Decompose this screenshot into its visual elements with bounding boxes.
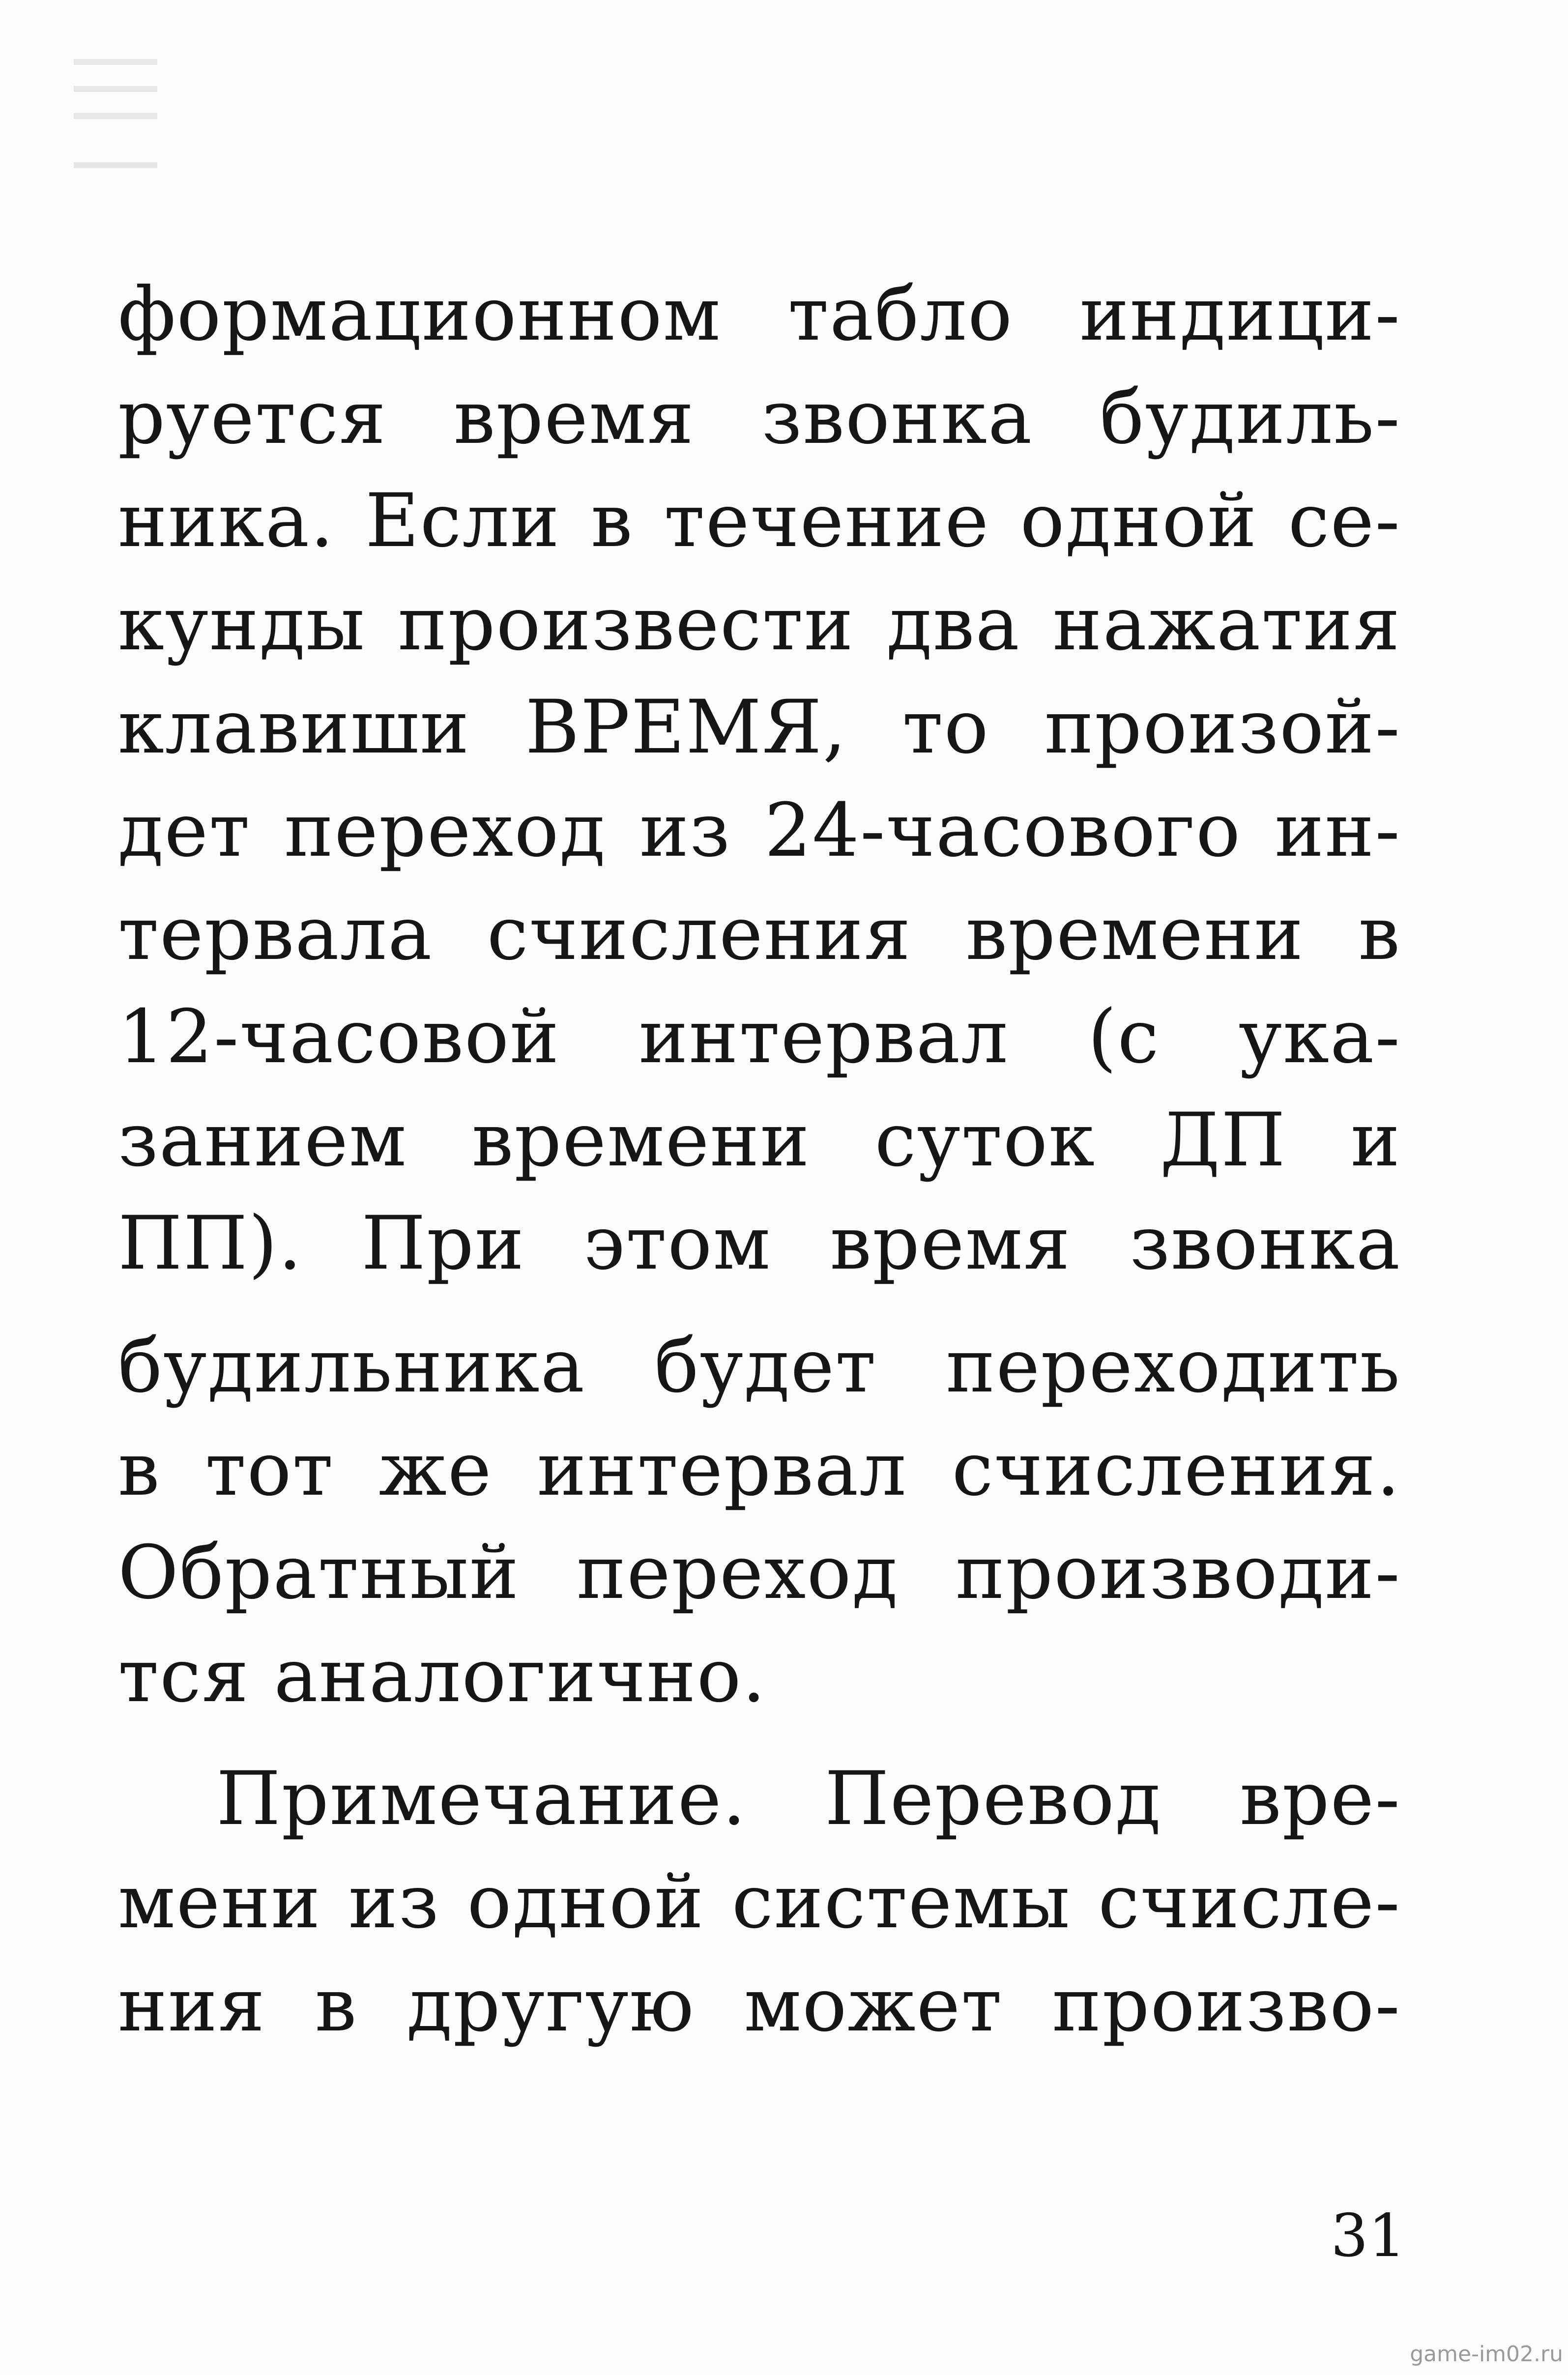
text-line: кунды произвести два нажатия <box>118 581 1401 667</box>
text-line: дет переход из 24-часового ин- <box>118 788 1401 873</box>
scan-artifact <box>74 162 157 168</box>
text-line: в тот же интервал счисления. <box>118 1427 1401 1512</box>
scan-artifact <box>74 86 157 92</box>
text-line: Обратный переход производи- <box>118 1530 1401 1616</box>
text-line: тервала счисления времени в <box>118 891 1401 977</box>
scan-artifact <box>74 59 157 65</box>
text-line: будильника будет переходить <box>118 1324 1401 1409</box>
text-line: клавиши ВРЕМЯ, то произой- <box>118 685 1401 770</box>
page-number: 31 <box>1331 2202 1406 2270</box>
text-line: 12-часовой интервал (с ука- <box>118 994 1401 1080</box>
note-line: Примечание. Перевод вре- <box>216 1756 1401 1842</box>
text-line: ника. Если в течение одной се- <box>118 478 1401 564</box>
text-line: ния в другую может произво- <box>118 1963 1401 2048</box>
text-line: руется время звонка будиль- <box>118 375 1401 461</box>
text-line: тся аналогично. <box>118 1633 767 1719</box>
text-line: ПП). При этом время звонка <box>118 1201 1401 1286</box>
watermark: game-im02.ru <box>1410 2342 1563 2367</box>
scan-artifact <box>74 113 157 119</box>
text-line: формационном табло индици- <box>118 272 1401 357</box>
text-line: занием времени суток ДП и <box>118 1098 1401 1183</box>
text-line: мени из одной системы счисле- <box>118 1859 1401 1945</box>
